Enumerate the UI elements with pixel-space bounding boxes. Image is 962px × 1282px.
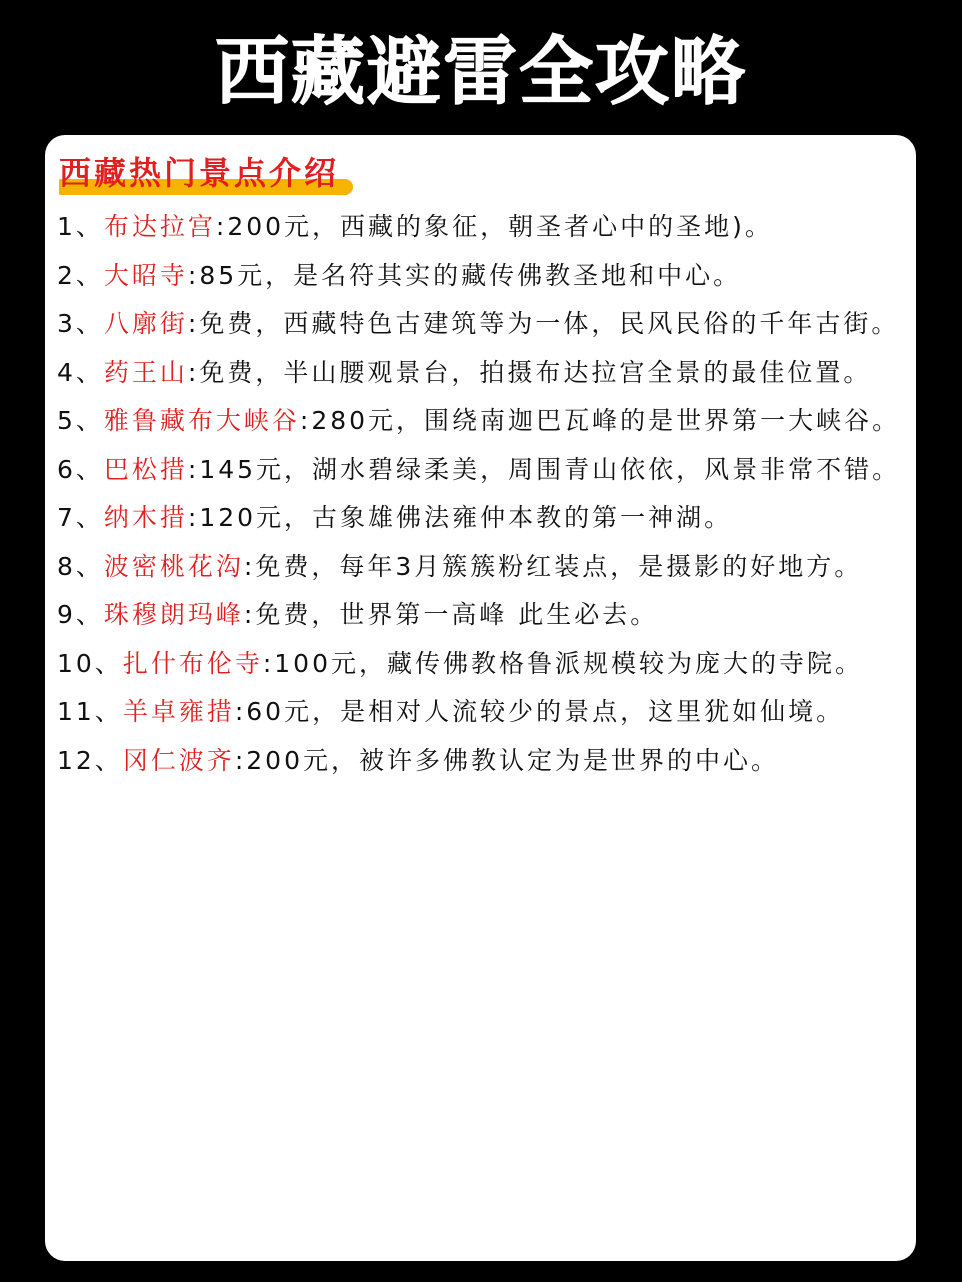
- content-card: [45, 135, 916, 1261]
- attraction-description: :免费，每年3月簇簇粉红装点，是摄影的好地方。: [243, 551, 863, 581]
- attraction-name: 冈仁波齐: [122, 745, 235, 775]
- attraction-item: [57, 494, 907, 543]
- attraction-item: [57, 543, 907, 592]
- attraction-item: [57, 688, 907, 737]
- attraction-description: :200元，被许多佛教认定为是世界的中心。: [234, 745, 779, 775]
- attraction-description: :145元，湖水碧绿柔美，周围青山依依，风景非常不错。: [187, 454, 901, 484]
- attraction-number: 4、: [57, 357, 104, 387]
- attraction-name: 药王山: [103, 357, 188, 387]
- attraction-number: 8、: [57, 551, 104, 581]
- attraction-description: :免费，世界第一高峰 此生必去。: [243, 600, 659, 629]
- attraction-name: 雅鲁藏布大峡谷: [103, 406, 300, 435]
- attraction-item: [57, 252, 907, 301]
- section-heading: [59, 151, 339, 195]
- attraction-description: :200元，西藏的象征，朝圣者心中的圣地)。: [215, 212, 773, 241]
- attraction-item: [57, 203, 907, 252]
- attraction-number: 9、: [57, 600, 104, 629]
- attraction-description: :60元，是相对人流较少的景点，这里犹如仙境。: [234, 697, 845, 726]
- attraction-name: 羊卓雍措: [122, 697, 235, 726]
- attraction-description: :100元，藏传佛教格鲁派规模较为庞大的寺院。: [262, 648, 863, 678]
- attraction-item: [57, 640, 907, 689]
- attraction-name: 八廓街: [103, 309, 188, 338]
- attraction-item: [57, 446, 907, 495]
- attraction-name: 巴松措: [103, 454, 188, 484]
- section-heading-text: 西藏热门景点介绍: [59, 154, 340, 192]
- attraction-number: 5、: [57, 406, 104, 435]
- attraction-name: 布达拉宫: [103, 212, 216, 241]
- attraction-item: [57, 397, 907, 446]
- attraction-number: 12、: [57, 745, 123, 775]
- attraction-name: 扎什布伦寺: [122, 648, 263, 678]
- attraction-name: 纳木措: [103, 503, 188, 532]
- attraction-number: 10、: [57, 648, 123, 678]
- attraction-description: :免费，西藏特色古建筑等为一体，民风民俗的千年古街。: [187, 309, 900, 338]
- page-title: 西藏避雷全攻略: [215, 29, 747, 115]
- attraction-item: [57, 300, 907, 349]
- attraction-number: 6、: [57, 454, 104, 484]
- attraction-description: :280元，围绕南迦巴瓦峰的是世界第一大峡谷。: [299, 406, 901, 435]
- attraction-description: :免费，半山腰观景台，拍摄布达拉宫全景的最佳位置。: [187, 357, 872, 387]
- attraction-name: 波密桃花沟: [103, 551, 244, 581]
- attraction-item: [57, 591, 907, 640]
- attraction-number: 11、: [57, 697, 123, 726]
- attraction-item: [57, 349, 907, 398]
- attraction-number: 3、: [57, 309, 104, 338]
- attraction-list: [57, 203, 907, 785]
- attraction-number: 1、: [57, 212, 104, 241]
- attraction-item: [57, 737, 907, 786]
- attraction-description: :120元，古象雄佛法雍仲本教的第一神湖。: [187, 503, 733, 532]
- attraction-number: 2、: [57, 260, 104, 290]
- attraction-description: :85元，是名符其实的藏传佛教圣地和中心。: [187, 260, 742, 290]
- attraction-name: 珠穆朗玛峰: [103, 600, 244, 629]
- attraction-name: 大昭寺: [103, 260, 188, 290]
- attraction-number: 7、: [57, 503, 104, 532]
